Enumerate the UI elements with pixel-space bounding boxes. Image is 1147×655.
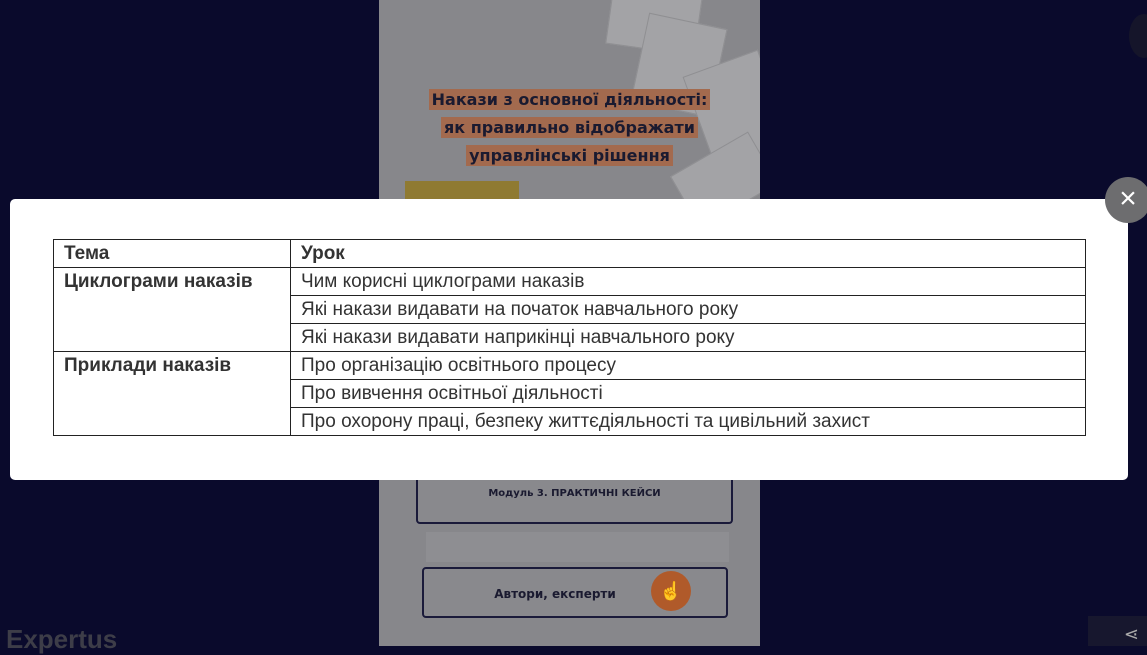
lesson-cell: Про організацію освітнього процесу <box>291 352 1086 380</box>
title-line: Накази з основної діяльності: <box>429 89 711 110</box>
table-row <box>54 352 1086 380</box>
brand-logo: Expertus <box>6 624 118 654</box>
table-header-row <box>54 240 1086 268</box>
slide-title <box>379 86 760 170</box>
share-icon[interactable]: ⋖ <box>1088 616 1147 646</box>
header-topic: Тема <box>54 240 291 268</box>
hand-pointer-icon[interactable]: ☝ <box>651 571 691 611</box>
yellow-accent <box>405 181 519 201</box>
close-icon[interactable]: × <box>1105 177 1147 223</box>
module-label: Модуль 3. ПРАКТИЧНІ КЕЙСИ <box>488 488 661 499</box>
lessons-modal <box>10 199 1128 480</box>
top-right-button[interactable] <box>1129 14 1147 58</box>
header-lesson: Урок <box>291 240 1086 268</box>
lesson-cell: Чим корисні циклограми наказів <box>291 268 1086 296</box>
lessons-table <box>53 239 1086 436</box>
topic-cell: Циклограми наказів <box>54 268 291 352</box>
table-row <box>54 268 1086 296</box>
topic-cell: Приклади наказів <box>54 352 291 436</box>
lesson-cell: Які накази видавати на початок навчального року <box>291 296 1086 324</box>
title-line: як правильно відображати <box>441 117 698 138</box>
placeholder-bar <box>426 532 729 562</box>
lesson-cell: Які накази видавати наприкінці навчального року <box>291 324 1086 352</box>
title-line: управлінські рішення <box>466 145 673 166</box>
authors-label: Автори, експерти <box>494 587 616 601</box>
lesson-cell: Про вивчення освітньої діяльності <box>291 380 1086 408</box>
lesson-cell: Про охорону праці, безпеку життєдіяльності та цивільний захист <box>291 408 1086 436</box>
